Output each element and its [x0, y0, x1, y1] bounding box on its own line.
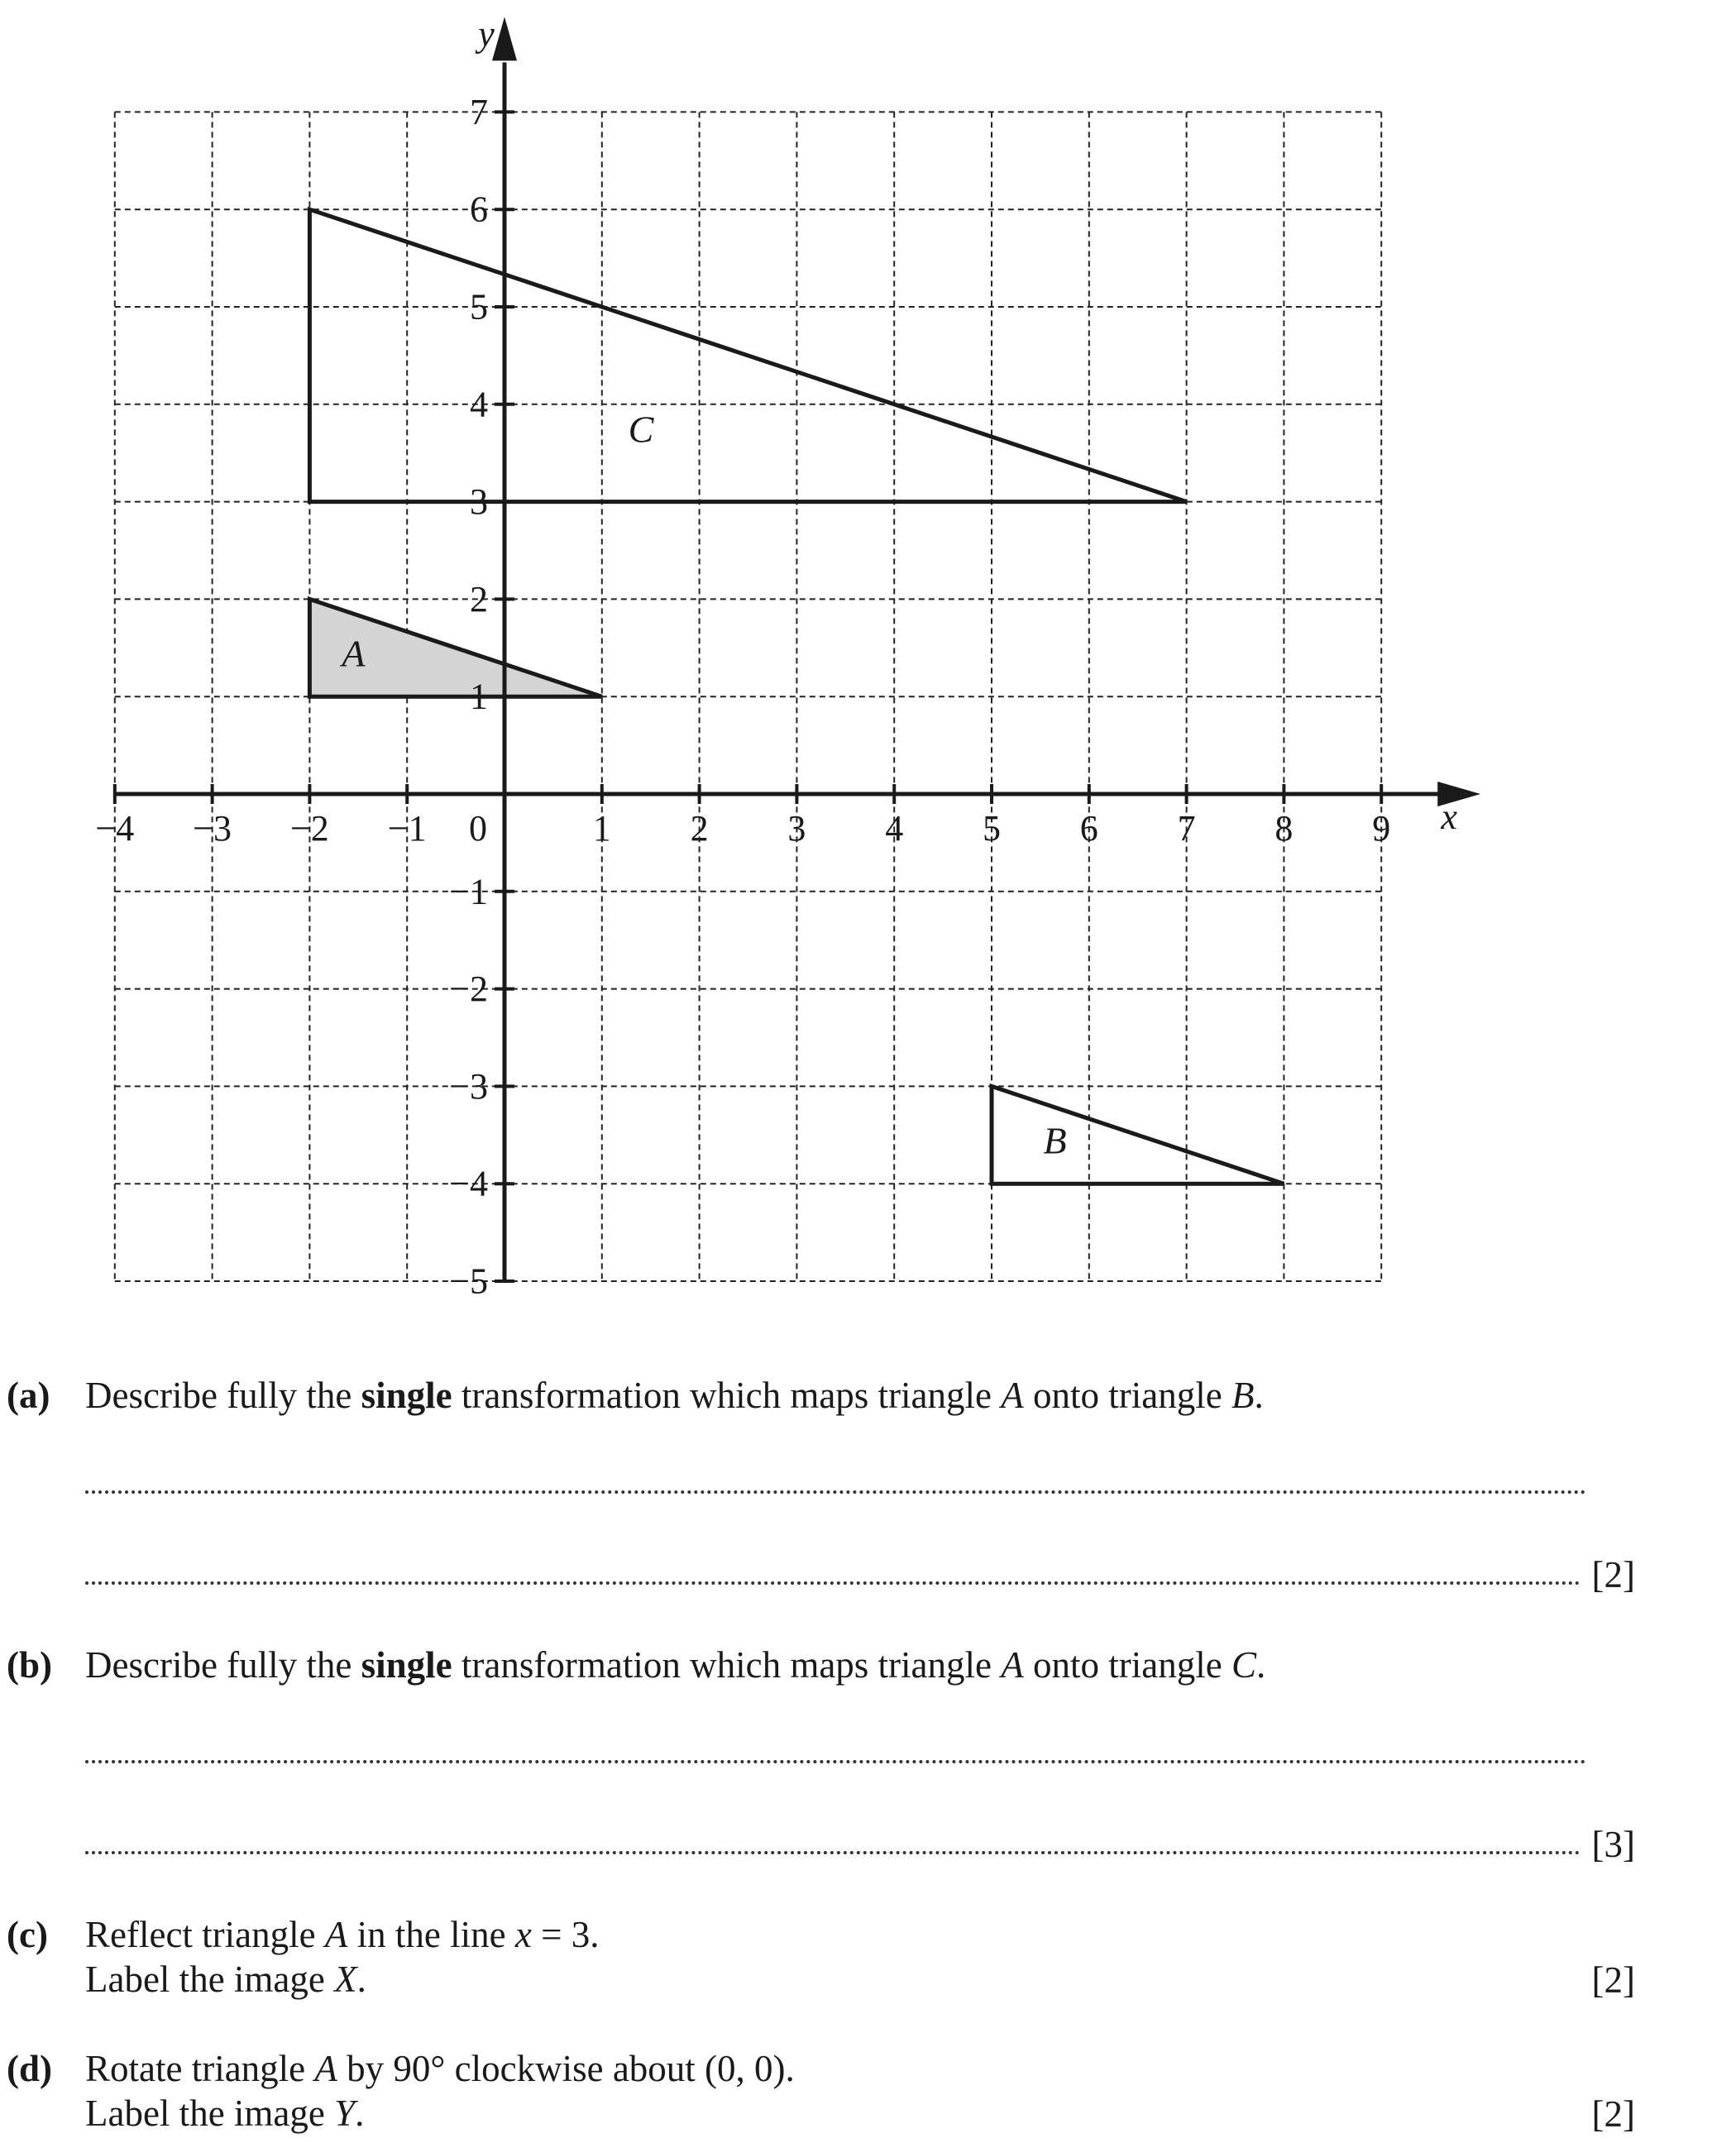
y-tick-label: −1: [449, 871, 488, 912]
y-tick-label: 7: [470, 91, 488, 132]
x-tick-label: 8: [1275, 808, 1294, 849]
y-tick-label: −2: [449, 969, 488, 1010]
tick-labels: [95, 13, 1457, 1301]
question-d-line1: Rotate triangle A by 90° clockwise about (0, 0).: [85, 2048, 795, 2089]
question-a-label: (a): [7, 1375, 50, 1416]
question-d-label: (d): [7, 2048, 52, 2089]
triangle-c: [309, 209, 1186, 501]
triangle-label-a: A: [342, 632, 366, 675]
x-tick-label: 4: [885, 808, 904, 849]
x-tick-label: 7: [1177, 808, 1196, 849]
triangle-label-b: B: [1043, 1119, 1067, 1162]
y-axis-arrow: [492, 17, 517, 60]
y-tick-label: 3: [470, 481, 488, 523]
answer-line-b2[interactable]: [85, 1851, 1581, 1854]
y-tick-label: −3: [449, 1065, 488, 1107]
answer-line-a1[interactable]: [85, 1490, 1586, 1494]
x-tick-label: 5: [983, 808, 1001, 849]
y-tick-label: 5: [470, 286, 488, 328]
y-tick-label: −4: [449, 1163, 488, 1204]
grid-lines: [115, 112, 1381, 1281]
x-tick-label: 3: [787, 808, 806, 849]
question-a-text: Describe fully the single transformation which maps triangle A onto triangle B.: [85, 1375, 1264, 1416]
x-tick-label: 1: [592, 808, 611, 849]
mark-b: [3]: [1591, 1824, 1635, 1865]
y-tick-label: 1: [470, 676, 488, 717]
y-tick-label: 2: [470, 578, 488, 619]
question-c-label: (c): [7, 1914, 48, 1955]
y-tick-label: −5: [449, 1260, 488, 1302]
y-tick-label: 6: [470, 189, 488, 230]
question-b-label: (b): [7, 1644, 52, 1686]
mark-a: [2]: [1591, 1554, 1635, 1595]
x-tick-label: 9: [1372, 808, 1391, 849]
x-tick-label: −4: [95, 808, 135, 849]
y-axis-title: y: [478, 13, 495, 55]
mark-d: [2]: [1591, 2093, 1635, 2135]
mark-c: [2]: [1591, 1959, 1635, 2001]
x-tick-label: 2: [690, 808, 709, 849]
answer-line-b1[interactable]: [85, 1760, 1586, 1763]
x-tick-label: −2: [289, 808, 329, 849]
x-tick-label: 6: [1079, 808, 1098, 849]
x-axis-title: x: [1441, 796, 1457, 837]
x-tick-label: −3: [193, 808, 232, 849]
answer-line-a2[interactable]: [85, 1581, 1581, 1585]
x-tick-label: 0: [469, 808, 487, 849]
x-tick-label: −1: [387, 808, 427, 849]
triangle-b: [992, 1086, 1284, 1184]
question-c-line1: Reflect triangle A in the line x = 3.: [85, 1914, 600, 1955]
y-tick-label: 4: [470, 384, 488, 425]
question-b-text: Describe fully the single transformation which maps triangle A onto triangle C.: [85, 1644, 1266, 1686]
triangle-label-c: C: [628, 408, 654, 451]
question-d-line2: Label the image Y.: [85, 2093, 365, 2134]
question-c-line2: Label the image X.: [85, 1959, 366, 2000]
